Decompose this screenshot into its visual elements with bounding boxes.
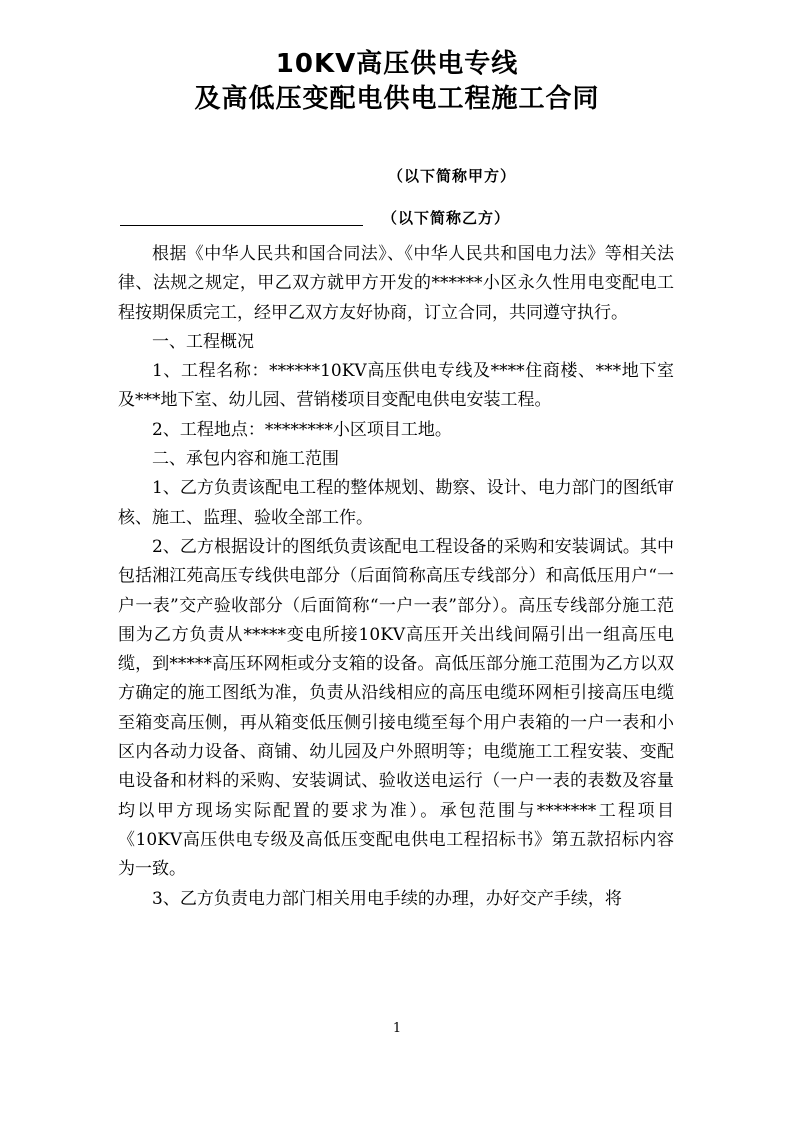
preamble-paragraph: 根据《中华人民共和国合同法》、《中华人民共和国电力法》等相关法律、法规之规定，甲乙双方就甲方开发的******小区永久性用电变配电工程按期保质完工，经甲乙双方友好协商，订立合同，共同遵守执行。 [118,244,674,323]
party-b-label: （以下简称乙方） [382,209,511,227]
page-number: 1 [392,1021,402,1036]
clause-project-location: 2、工程地点：********小区项目工地。 [152,419,452,440]
clause-scope-3: 3、乙方负责电力部门相关用电手续的办理，办好交产手续，将 [152,888,622,909]
clause-project-name: 1、工程名称：******10KV高压供电专线及****住商楼、***地下室及***地下室、幼儿园、营销楼项目变配电供电安装工程。 [118,361,674,411]
contract-body [118,240,674,914]
document-title-line1: 10KV高压供电专线 [275,49,519,79]
clause-scope-2: 2、乙方根据设计的图纸负责该配电工程设备的采购和安装调试。其中包括湘江苑高压专线供电部分（后面简称高压专线部分）和高低压用户“一户一表”交产验收部分（后面简称“一户一表”部分）。高压专线部分施工范围为乙方负责从*****变电所接10KV高压开关出线间隔引出一组高压电缆，到*****高压环网柜或分支箱的设备。高低压部分施工范围为乙方以双方确定的施工图纸为准，负责从沿线相应的高压电缆环网柜引接高压电缆至箱变高压侧，再从箱变低压侧引接电缆至每个用户表箱的一户一表和小区内各动力设备、商铺、幼儿园及户外照明等；电缆施工工程安装、变配电设备和材料的采购、安装调试、验收送电运行（一户一表的表数及容量均以甲方现场实际配置的要求为准）。承包范围与*******工程项目《10KV高压供电专级及高低压变配电供电工程招标书》第五款招标内容为一致。 [118,536,674,880]
party-b-blank-line [120,225,363,226]
section-heading-project-overview: 一、工程概况 [152,331,254,352]
section-heading-scope: 二、承包内容和施工范围 [152,449,339,470]
clause-scope-1: 1、乙方负责该配电工程的整体规划、勘察、设计、电力部门的图纸审核、施工、监理、验收全部工作。 [118,478,674,528]
party-a-label: （以下简称甲方） [388,167,517,185]
document-title-line2: 及高低压变配电供电工程施工合同 [194,84,600,114]
